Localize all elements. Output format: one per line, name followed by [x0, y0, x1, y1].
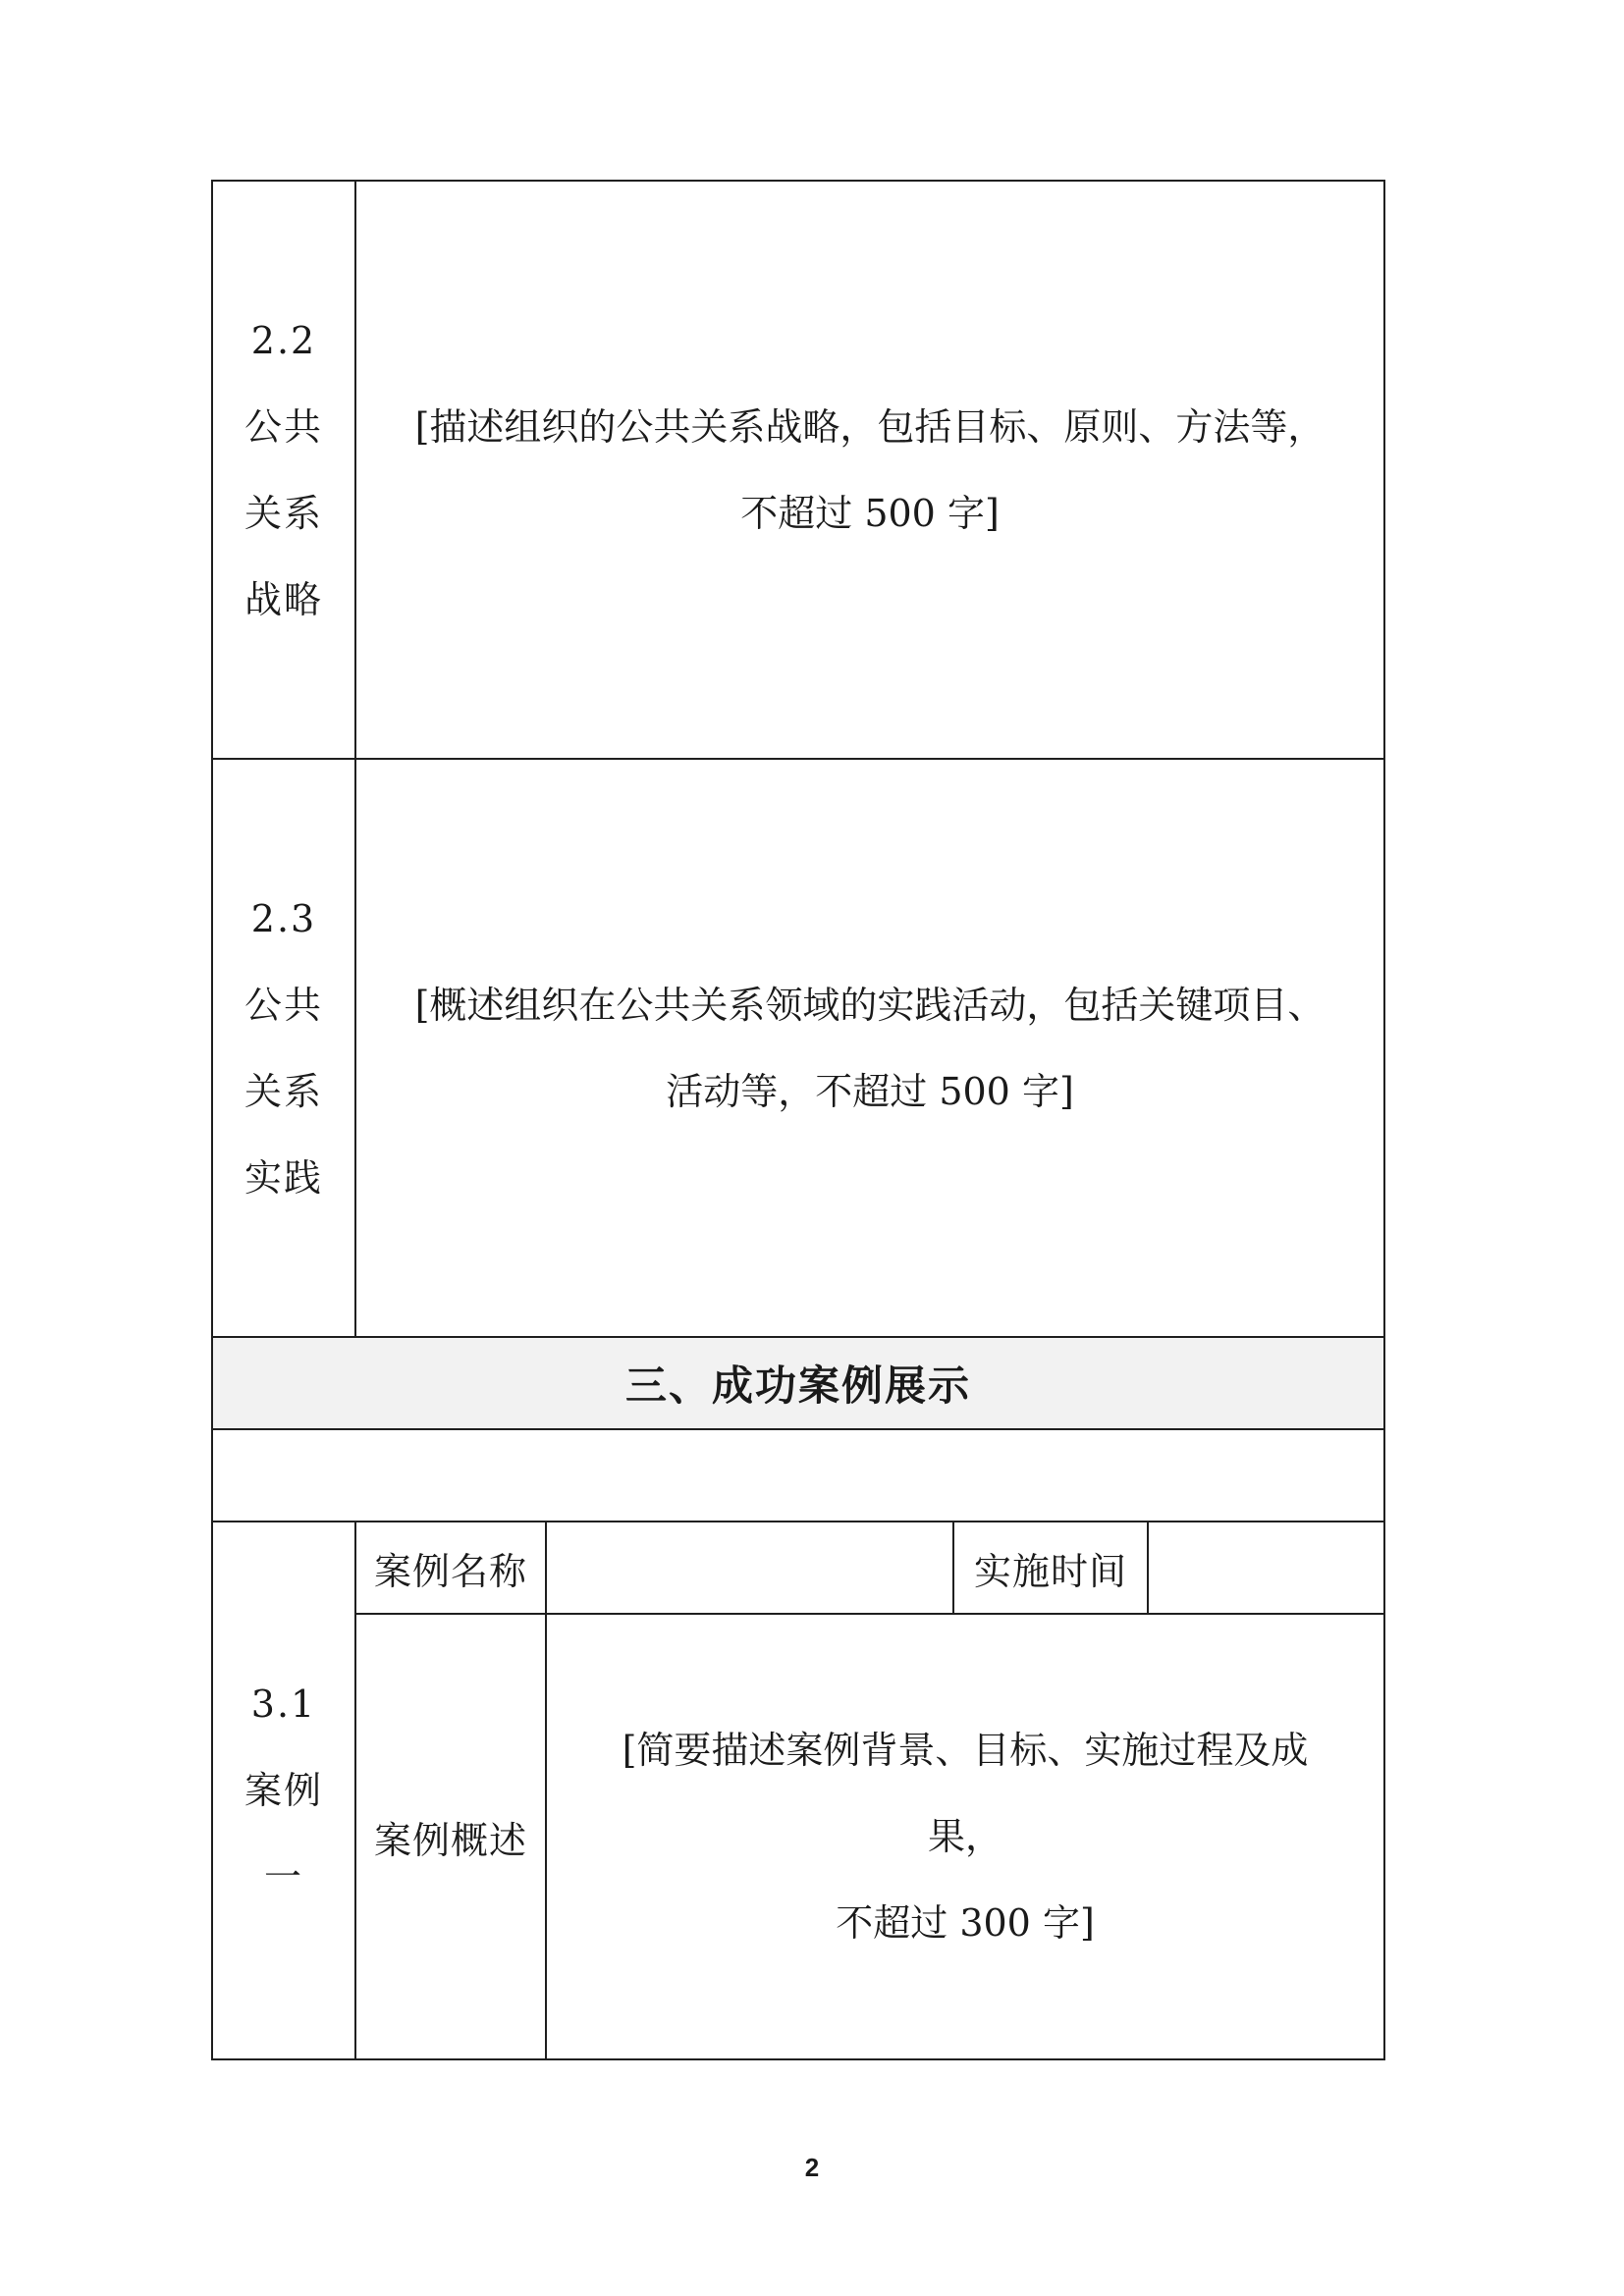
case-name-input[interactable] — [546, 1522, 953, 1614]
row-case-1-name-time — [212, 1522, 1384, 1614]
pr-strategy-instruction: 不超过 500 字] — [740, 491, 1000, 535]
label-2-2-line: 公共 — [244, 404, 323, 449]
label-2-3-line: 2.3 — [250, 896, 317, 940]
pr-practice-field[interactable] — [355, 759, 1384, 1337]
label-2-3-line: 关系 — [244, 1069, 323, 1113]
application-form-table — [211, 180, 1385, 2060]
row-case-1-summary — [212, 1614, 1384, 2059]
case-summary-field[interactable] — [546, 1614, 1384, 2059]
label-2-2-line: 战略 — [244, 577, 323, 621]
label-3-1-line: 案例 — [244, 1769, 323, 1812]
label-2-2-line: 2.2 — [250, 318, 317, 362]
case-name-label: 案例名称 — [355, 1522, 546, 1614]
case-summary-label: 案例概述 — [355, 1614, 546, 2059]
label-3-1-line: 3.1 — [250, 1682, 317, 1726]
blank-row — [212, 1429, 1384, 1522]
label-3-1-line: 一 — [263, 1855, 303, 1898]
implementation-time-input[interactable] — [1148, 1522, 1384, 1614]
row-2-2-pr-strategy — [212, 181, 1384, 759]
label-2-2-line: 关系 — [244, 491, 323, 535]
case-summary-instruction: [简要描述案例背景、目标、实施过程及成果， — [622, 1729, 1309, 1858]
label-3-1 — [212, 1522, 355, 2059]
case-summary-instruction: 不超过 300 字] — [836, 1901, 1095, 1945]
section-3-title: 三、成功案例展示 — [212, 1337, 1384, 1429]
pr-practice-instruction: [概述组织在公共关系领域的实践活动，包括关键项目、 — [414, 983, 1326, 1027]
section-3-header-row — [212, 1337, 1384, 1429]
label-2-3-line: 实践 — [244, 1155, 323, 1200]
implementation-time-label: 实施时间 — [953, 1522, 1148, 1614]
label-2-2 — [212, 181, 355, 759]
pr-strategy-instruction: [描述组织的公共关系战略，包括目标、原则、方法等， — [414, 404, 1326, 449]
label-2-3-line: 公共 — [244, 983, 323, 1027]
page-number: 2 — [804, 2153, 820, 2182]
pr-strategy-field[interactable] — [355, 181, 1384, 759]
blank-cell[interactable] — [212, 1429, 1384, 1522]
row-2-3-pr-practice — [212, 759, 1384, 1337]
pr-practice-instruction: 活动等，不超过 500 字] — [666, 1069, 1074, 1113]
label-2-3 — [212, 759, 355, 1337]
